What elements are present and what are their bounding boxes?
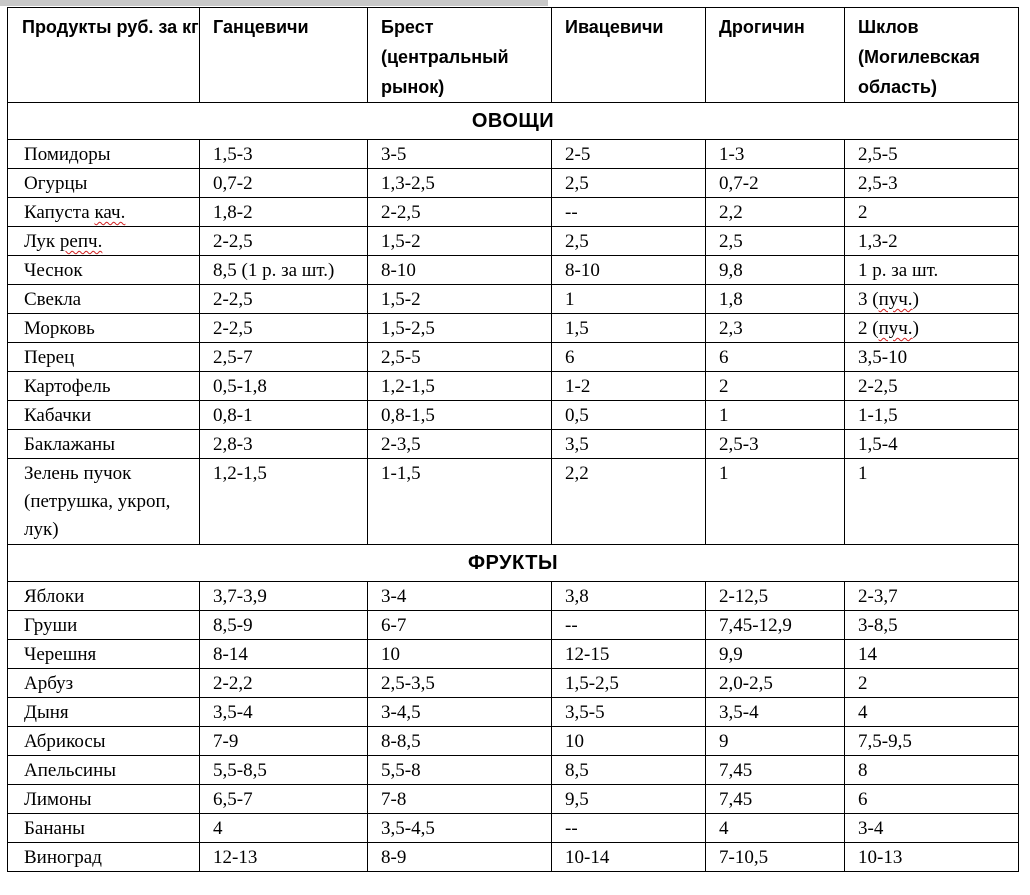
price-cell: 1,2-1,5 [200, 459, 368, 545]
price-cell: 3-8,5 [845, 611, 1019, 640]
product-name-cell: Груши [8, 611, 200, 640]
price-cell: 9,9 [706, 640, 845, 669]
price-cell: 8,5 (1 р. за шт.) [200, 256, 368, 285]
price-cell: 1 [706, 401, 845, 430]
price-cell: 1 [552, 285, 706, 314]
price-cell: 8-10 [552, 256, 706, 285]
price-cell: 8-9 [368, 843, 552, 872]
price-cell: 12-15 [552, 640, 706, 669]
product-name-cell: Баклажаны [8, 430, 200, 459]
price-cell: 2-2,5 [845, 372, 1019, 401]
table-row [8, 582, 1019, 611]
price-table [7, 7, 1019, 872]
price-cell: 0,8-1,5 [368, 401, 552, 430]
price-cell: 10 [368, 640, 552, 669]
price-cell: 6-7 [368, 611, 552, 640]
price-cell: 3-5 [368, 140, 552, 169]
product-name-cell: Перец [8, 343, 200, 372]
price-cell: 1,5-2,5 [368, 314, 552, 343]
price-cell: 1,5-3 [200, 140, 368, 169]
table-row [8, 169, 1019, 198]
product-name-cell: Лимоны [8, 785, 200, 814]
product-name-cell: Зелень пучок (петрушка, укроп, лук) [8, 459, 200, 545]
price-cell: 3-4 [845, 814, 1019, 843]
product-name-cell: Кабачки [8, 401, 200, 430]
price-cell: 2,5-5 [845, 140, 1019, 169]
price-cell: 2-2,5 [200, 314, 368, 343]
price-cell: 2,5-3,5 [368, 669, 552, 698]
price-cell: 14 [845, 640, 1019, 669]
price-cell: 2-12,5 [706, 582, 845, 611]
product-name-cell: Яблоки [8, 582, 200, 611]
table-row [8, 640, 1019, 669]
price-cell: 10-13 [845, 843, 1019, 872]
price-cell: 1,5-4 [845, 430, 1019, 459]
price-cell: 7-8 [368, 785, 552, 814]
price-cell: -- [552, 814, 706, 843]
product-name-cell: Апельсины [8, 756, 200, 785]
price-cell: 3,5-5 [552, 698, 706, 727]
product-name-cell: Огурцы [8, 169, 200, 198]
price-cell: 4 [706, 814, 845, 843]
price-cell: 3,5-4 [200, 698, 368, 727]
price-cell: 0,5-1,8 [200, 372, 368, 401]
price-cell: 7,45-12,9 [706, 611, 845, 640]
product-name-cell: Виноград [8, 843, 200, 872]
price-cell: 2,0-2,5 [706, 669, 845, 698]
price-cell: 2,5-7 [200, 343, 368, 372]
price-cell: 6 [845, 785, 1019, 814]
price-cell: 1,2-1,5 [368, 372, 552, 401]
price-cell: 8-8,5 [368, 727, 552, 756]
price-table-body [8, 8, 1019, 872]
price-cell: 7,5-9,5 [845, 727, 1019, 756]
price-cell: 3,5-4 [706, 698, 845, 727]
price-cell: 8-14 [200, 640, 368, 669]
table-row [8, 343, 1019, 372]
price-cell: 2,5 [552, 169, 706, 198]
price-cell: 1 [706, 459, 845, 545]
product-name-cell: Картофель [8, 372, 200, 401]
price-cell: 2-2,5 [368, 198, 552, 227]
price-cell: 3,5 [552, 430, 706, 459]
price-cell: 6,5-7 [200, 785, 368, 814]
price-cell: 1-2 [552, 372, 706, 401]
header-cell-brest: Брест (центральный рынок) [368, 8, 552, 103]
price-cell: 8-10 [368, 256, 552, 285]
product-name-cell: Черешня [8, 640, 200, 669]
table-row [8, 256, 1019, 285]
price-cell: 2,8-3 [200, 430, 368, 459]
table-row [8, 611, 1019, 640]
price-cell: -- [552, 198, 706, 227]
price-cell: 2,5 [552, 227, 706, 256]
price-cell: 5,5-8,5 [200, 756, 368, 785]
spellcheck-underline: кач. [94, 202, 126, 223]
price-cell: 2,5-3 [706, 430, 845, 459]
price-cell: 3,7-3,9 [200, 582, 368, 611]
price-cell: 2,5-5 [368, 343, 552, 372]
price-cell: 1,3-2,5 [368, 169, 552, 198]
table-row [8, 698, 1019, 727]
price-cell: 1,5-2 [368, 285, 552, 314]
table-row [8, 669, 1019, 698]
price-cell: 5,5-8 [368, 756, 552, 785]
product-name-cell: Арбуз [8, 669, 200, 698]
price-cell: 2,5-3 [845, 169, 1019, 198]
price-cell: 3,5-4,5 [368, 814, 552, 843]
price-cell: 1,5-2 [368, 227, 552, 256]
table-row [8, 430, 1019, 459]
price-cell: 12-13 [200, 843, 368, 872]
price-cell: 2-3,5 [368, 430, 552, 459]
price-cell: 1-1,5 [368, 459, 552, 545]
table-row [8, 756, 1019, 785]
price-cell: 8 [845, 756, 1019, 785]
price-cell: 3,8 [552, 582, 706, 611]
price-cell: 2 [706, 372, 845, 401]
table-row [8, 285, 1019, 314]
price-cell: 1-1,5 [845, 401, 1019, 430]
price-cell: 1,8 [706, 285, 845, 314]
price-cell: 4 [845, 698, 1019, 727]
product-name-cell: Помидоры [8, 140, 200, 169]
price-cell: 9,5 [552, 785, 706, 814]
product-name-cell: Чеснок [8, 256, 200, 285]
price-cell: 0,7-2 [200, 169, 368, 198]
price-cell: 10 [552, 727, 706, 756]
price-cell: 10-14 [552, 843, 706, 872]
page-top-strip [0, 0, 548, 6]
product-name-cell: Капуста кач. [8, 198, 200, 227]
table-row [8, 814, 1019, 843]
product-name-cell: Бананы [8, 814, 200, 843]
product-name-cell: Морковь [8, 314, 200, 343]
price-cell: 6 [552, 343, 706, 372]
product-name-cell: Абрикосы [8, 727, 200, 756]
price-cell: 0,5 [552, 401, 706, 430]
price-cell: 7-10,5 [706, 843, 845, 872]
price-cell: 9,8 [706, 256, 845, 285]
price-cell: 2,5 [706, 227, 845, 256]
table-row [8, 843, 1019, 872]
table-row [8, 198, 1019, 227]
header-cell-shklov: Шклов (Могилевская область) [845, 8, 1019, 103]
header-cell-ivatsevichi: Ивацевичи [552, 8, 706, 103]
price-cell: 4 [200, 814, 368, 843]
price-cell: 8,5-9 [200, 611, 368, 640]
price-cell: 3 (пуч.) [845, 285, 1019, 314]
table-row [8, 227, 1019, 256]
table-row [8, 727, 1019, 756]
price-cell: 2,2 [706, 198, 845, 227]
price-cell: 8,5 [552, 756, 706, 785]
price-cell: 3,5-10 [845, 343, 1019, 372]
product-name-cell: Лук репч. [8, 227, 200, 256]
price-cell: 2,3 [706, 314, 845, 343]
table-row [8, 459, 1019, 545]
price-cell: 3-4 [368, 582, 552, 611]
table-row [8, 785, 1019, 814]
header-row [8, 8, 1019, 103]
price-cell: 9 [706, 727, 845, 756]
table-row [8, 314, 1019, 343]
price-cell: 7,45 [706, 756, 845, 785]
price-cell: 6 [706, 343, 845, 372]
section-title: ФРУКТЫ [8, 545, 1019, 582]
price-cell: 2-3,7 [845, 582, 1019, 611]
price-cell: -- [552, 611, 706, 640]
price-cell: 1,8-2 [200, 198, 368, 227]
section-row [8, 545, 1019, 582]
price-cell: 7,45 [706, 785, 845, 814]
price-cell: 2 (пуч.) [845, 314, 1019, 343]
price-cell: 2 [845, 198, 1019, 227]
section-title: ОВОЩИ [8, 103, 1019, 140]
table-row [8, 401, 1019, 430]
price-cell: 2,2 [552, 459, 706, 545]
spellcheck-underline: пуч. [878, 318, 913, 339]
spellcheck-underline: пуч. [878, 289, 913, 310]
header-cell-gantsevichi: Ганцевичи [200, 8, 368, 103]
table-row [8, 372, 1019, 401]
header-cell-products: Продукты руб. за кг [8, 8, 200, 103]
price-cell: 0,7-2 [706, 169, 845, 198]
price-cell: 0,8-1 [200, 401, 368, 430]
product-name-cell: Свекла [8, 285, 200, 314]
section-row [8, 103, 1019, 140]
price-cell: 1 р. за шт. [845, 256, 1019, 285]
price-cell: 2-5 [552, 140, 706, 169]
price-cell: 1,5 [552, 314, 706, 343]
price-cell: 2-2,5 [200, 285, 368, 314]
price-cell: 1,3-2 [845, 227, 1019, 256]
price-cell: 2-2,2 [200, 669, 368, 698]
header-cell-drogichin: Дрогичин [706, 8, 845, 103]
price-cell: 7-9 [200, 727, 368, 756]
table-row [8, 140, 1019, 169]
spellcheck-underline: репч. [59, 231, 103, 252]
price-cell: 1 [845, 459, 1019, 545]
price-cell: 1,5-2,5 [552, 669, 706, 698]
price-cell: 3-4,5 [368, 698, 552, 727]
price-cell: 2-2,5 [200, 227, 368, 256]
price-cell: 2 [845, 669, 1019, 698]
price-cell: 1-3 [706, 140, 845, 169]
product-name-cell: Дыня [8, 698, 200, 727]
